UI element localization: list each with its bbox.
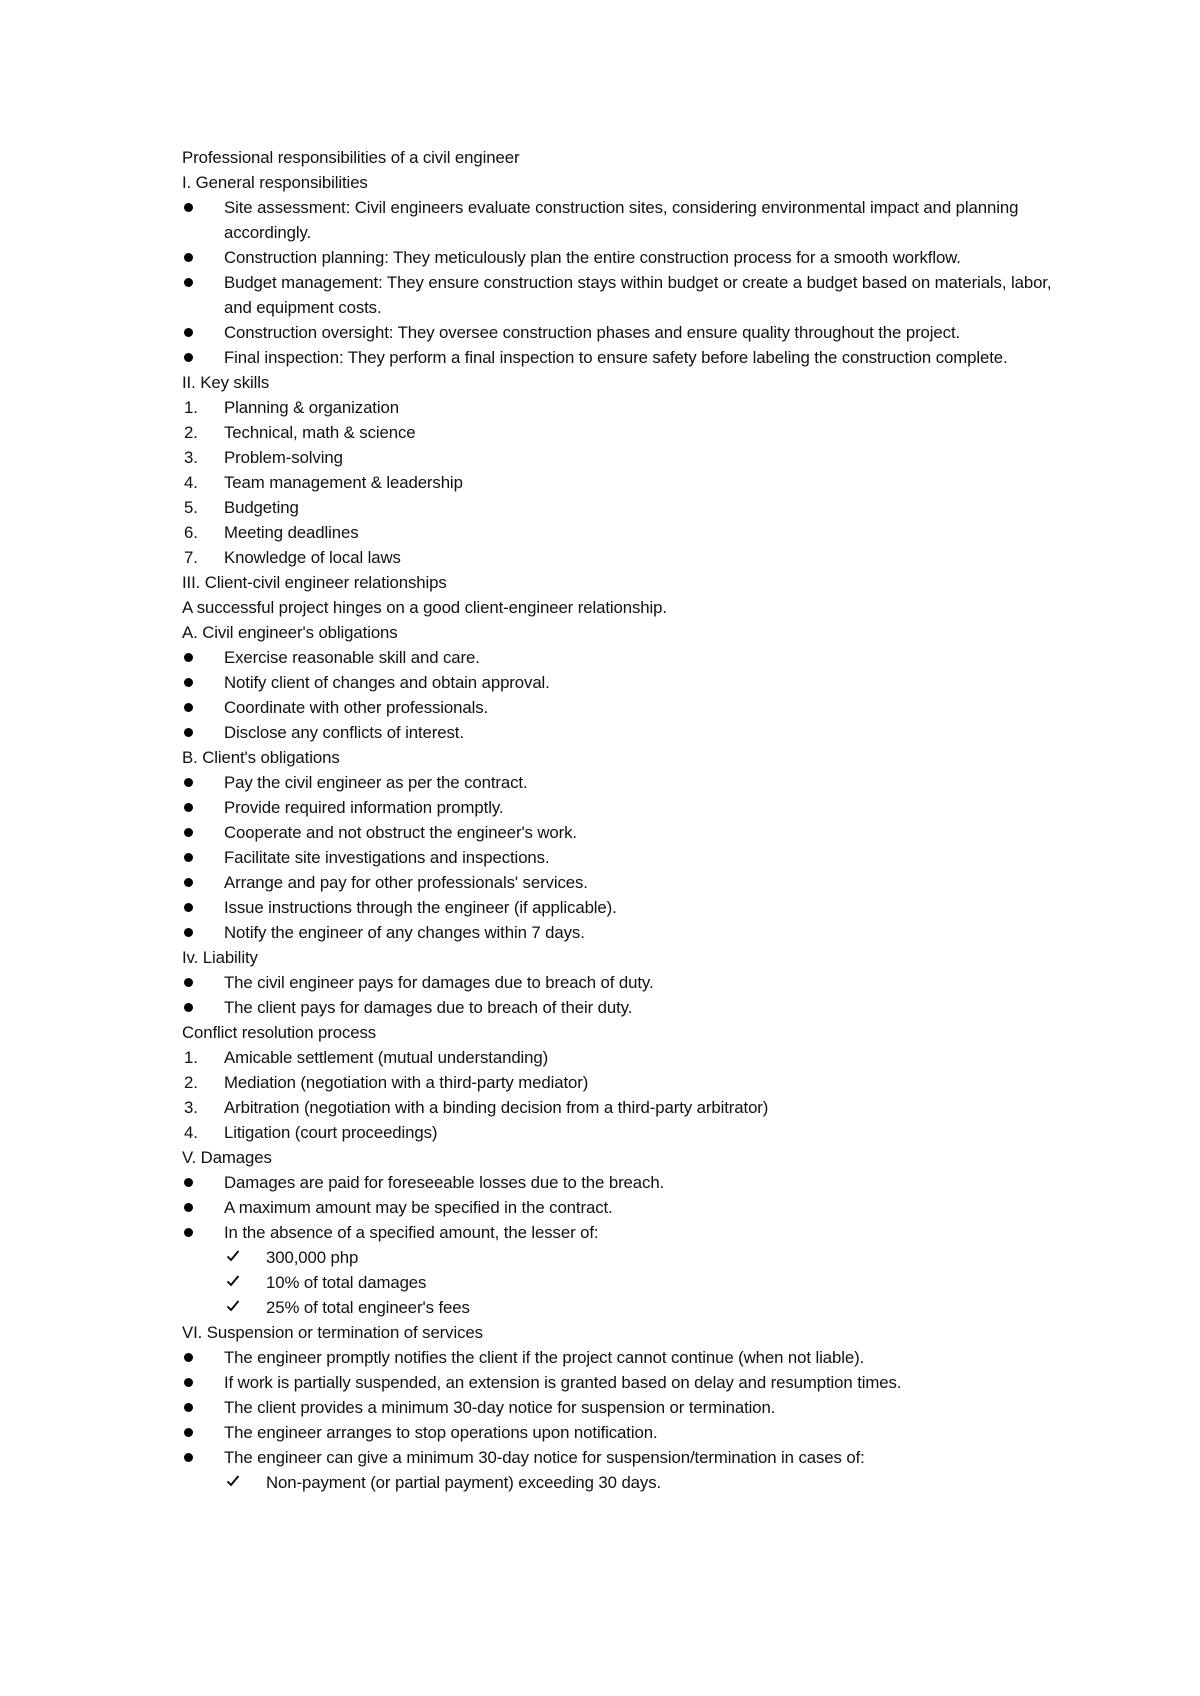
bullet-item <box>182 345 1082 370</box>
item-text: Arbitration (negotiation with a binding decision from a third-party arbitrator) <box>224 1098 769 1117</box>
bullet-item <box>182 795 1082 820</box>
bullet-dot-icon <box>184 653 193 662</box>
bullet-item <box>182 845 1082 870</box>
item-text: Budget management: They ensure construction stays within budget or create a budget based on materials, labor, and equipment costs. <box>224 273 1052 317</box>
item-text: Team management & leadership <box>224 473 463 492</box>
bullet-dot-icon <box>184 1403 193 1412</box>
item-text: Construction oversight: They oversee construction phases and ensure quality throughout the project. <box>224 323 961 342</box>
bullet-item <box>182 270 1082 320</box>
section-heading: Iv. Liability <box>182 948 258 967</box>
list-number-label: 3. <box>184 1098 198 1117</box>
numbered-item <box>182 470 1082 495</box>
list-number-label: 2. <box>184 1073 198 1092</box>
bullet-dot-icon <box>184 678 193 687</box>
checkmark-icon <box>226 1249 240 1263</box>
bullet-dot-icon <box>184 1003 193 1012</box>
bullet-item <box>182 670 1082 695</box>
item-text: Notify client of changes and obtain approval. <box>224 673 550 692</box>
list-number-label: 6. <box>184 523 198 542</box>
list-number-label: 3. <box>184 448 198 467</box>
bullet-dot-icon <box>184 1203 193 1212</box>
item-text: The client provides a minimum 30-day notice for suspension or termination. <box>224 1398 776 1417</box>
bullet-dot-icon <box>184 978 193 987</box>
bullet-item <box>182 695 1082 720</box>
item-text: Disclose any conflicts of interest. <box>224 723 464 742</box>
item-text: Technical, math & science <box>224 423 416 442</box>
item-text: 300,000 php <box>266 1248 359 1267</box>
numbered-item <box>182 1045 1082 1070</box>
numbered-item <box>182 420 1082 445</box>
item-text: Site assessment: Civil engineers evaluate construction sites, considering environmental impact and planning accordingly. <box>224 198 1019 242</box>
bullet-dot-icon <box>184 253 193 262</box>
list-number-label: 1. <box>184 1048 198 1067</box>
item-text: A maximum amount may be specified in the contract. <box>224 1198 613 1217</box>
bullet-dot-icon <box>184 903 193 912</box>
numbered-item <box>182 545 1082 570</box>
list-number-label: 4. <box>184 473 198 492</box>
numbered-item <box>182 1070 1082 1095</box>
bullet-dot-icon <box>184 1453 193 1462</box>
document-blocks <box>182 170 1082 1495</box>
bullet-item <box>182 1420 1082 1445</box>
list-number-label: 5. <box>184 498 198 517</box>
item-text: The engineer can give a minimum 30-day notice for suspension/termination in cases of: <box>224 1448 865 1467</box>
check-item <box>182 1270 1082 1295</box>
bullet-item <box>182 720 1082 745</box>
item-text: Notify the engineer of any changes within 7 days. <box>224 923 585 942</box>
numbered-item <box>182 1120 1082 1145</box>
bullet-item <box>182 970 1082 995</box>
checkmark-icon <box>226 1299 240 1313</box>
item-text: Litigation (court proceedings) <box>224 1123 438 1142</box>
bullet-item <box>182 870 1082 895</box>
bullet-dot-icon <box>184 203 193 212</box>
check-item <box>182 1295 1082 1320</box>
bullet-dot-icon <box>184 353 193 362</box>
bullet-dot-icon <box>184 703 193 712</box>
checkmark-icon <box>226 1274 240 1288</box>
bullet-item <box>182 1395 1082 1420</box>
item-text: Construction planning: They meticulously plan the entire construction process for a smooth workflow. <box>224 248 961 267</box>
bullet-dot-icon <box>184 1228 193 1237</box>
paragraph: A successful project hinges on a good client-engineer relationship. <box>182 598 667 617</box>
bullet-item <box>182 1170 1082 1195</box>
item-text: Provide required information promptly. <box>224 798 504 817</box>
item-text: Planning & organization <box>224 398 399 417</box>
item-text: Problem-solving <box>224 448 343 467</box>
numbered-item <box>182 495 1082 520</box>
bullet-dot-icon <box>184 278 193 287</box>
bullet-dot-icon <box>184 803 193 812</box>
item-text: Coordinate with other professionals. <box>224 698 489 717</box>
item-text: Damages are paid for foreseeable losses due to the breach. <box>224 1173 665 1192</box>
numbered-item <box>182 520 1082 545</box>
bullet-dot-icon <box>184 728 193 737</box>
item-text: Non-payment (or partial payment) exceeding 30 days. <box>266 1473 662 1492</box>
item-text: If work is partially suspended, an extension is granted based on delay and resumption times. <box>224 1373 902 1392</box>
bullet-item <box>182 895 1082 920</box>
bullet-dot-icon <box>184 878 193 887</box>
item-text: Cooperate and not obstruct the engineer's work. <box>224 823 577 842</box>
item-text: The engineer promptly notifies the client if the project cannot continue (when not liable). <box>224 1348 865 1367</box>
checkmark-icon <box>226 1474 240 1488</box>
item-text: Arrange and pay for other professionals' services. <box>224 873 588 892</box>
bullet-item <box>182 195 1082 245</box>
numbered-item <box>182 395 1082 420</box>
bullet-item <box>182 770 1082 795</box>
item-text: In the absence of a specified amount, the lesser of: <box>224 1223 599 1242</box>
item-text: The client pays for damages due to breach of their duty. <box>224 998 633 1017</box>
item-text: Knowledge of local laws <box>224 548 401 567</box>
bullet-item <box>182 1445 1082 1470</box>
item-text: Issue instructions through the engineer (if applicable). <box>224 898 617 917</box>
item-text: Final inspection: They perform a final inspection to ensure safety before labeling the construction complete. <box>224 348 1008 367</box>
item-text: Exercise reasonable skill and care. <box>224 648 480 667</box>
bullet-dot-icon <box>184 778 193 787</box>
bullet-dot-icon <box>184 928 193 937</box>
numbered-item <box>182 445 1082 470</box>
bullet-item <box>182 820 1082 845</box>
section-heading: A. Civil engineer's obligations <box>182 623 398 642</box>
bullet-item <box>182 995 1082 1020</box>
bullet-dot-icon <box>184 1428 193 1437</box>
list-number-label: 1. <box>184 398 198 417</box>
item-text: Meeting deadlines <box>224 523 359 542</box>
item-text: The engineer arranges to stop operations upon notification. <box>224 1423 658 1442</box>
bullet-item <box>182 1370 1082 1395</box>
bullet-item <box>182 1195 1082 1220</box>
item-text: The civil engineer pays for damages due to breach of duty. <box>224 973 654 992</box>
item-text: Pay the civil engineer as per the contract. <box>224 773 528 792</box>
bullet-dot-icon <box>184 1353 193 1362</box>
list-number-label: 4. <box>184 1123 198 1142</box>
section-heading: Conflict resolution process <box>182 1023 377 1042</box>
bullet-item <box>182 645 1082 670</box>
bullet-dot-icon <box>184 1378 193 1387</box>
numbered-item <box>182 1095 1082 1120</box>
section-heading: VI. Suspension or termination of services <box>182 1323 483 1342</box>
bullet-item <box>182 1220 1082 1245</box>
bullet-dot-icon <box>184 328 193 337</box>
section-heading: I. General responsibilities <box>182 173 368 192</box>
list-number-label: 7. <box>184 548 198 567</box>
bullet-dot-icon <box>184 853 193 862</box>
bullet-dot-icon <box>184 828 193 837</box>
check-item <box>182 1245 1082 1270</box>
item-text: 25% of total engineer's fees <box>266 1298 470 1317</box>
bullet-item <box>182 1345 1082 1370</box>
check-item <box>182 1470 1082 1495</box>
bullet-item <box>182 920 1082 945</box>
item-text: Budgeting <box>224 498 299 517</box>
document-body <box>182 145 1082 1495</box>
document-title: Professional responsibilities of a civil engineer <box>182 148 520 167</box>
section-heading: II. Key skills <box>182 373 270 392</box>
item-text: Amicable settlement (mutual understanding) <box>224 1048 549 1067</box>
section-heading: III. Client-civil engineer relationships <box>182 573 447 592</box>
bullet-item <box>182 320 1082 345</box>
item-text: 10% of total damages <box>266 1273 427 1292</box>
bullet-item <box>182 245 1082 270</box>
item-text: Facilitate site investigations and inspections. <box>224 848 550 867</box>
section-heading: V. Damages <box>182 1148 272 1167</box>
bullet-dot-icon <box>184 1178 193 1187</box>
list-number-label: 2. <box>184 423 198 442</box>
section-heading: B. Client's obligations <box>182 748 340 767</box>
item-text: Mediation (negotiation with a third-party mediator) <box>224 1073 589 1092</box>
